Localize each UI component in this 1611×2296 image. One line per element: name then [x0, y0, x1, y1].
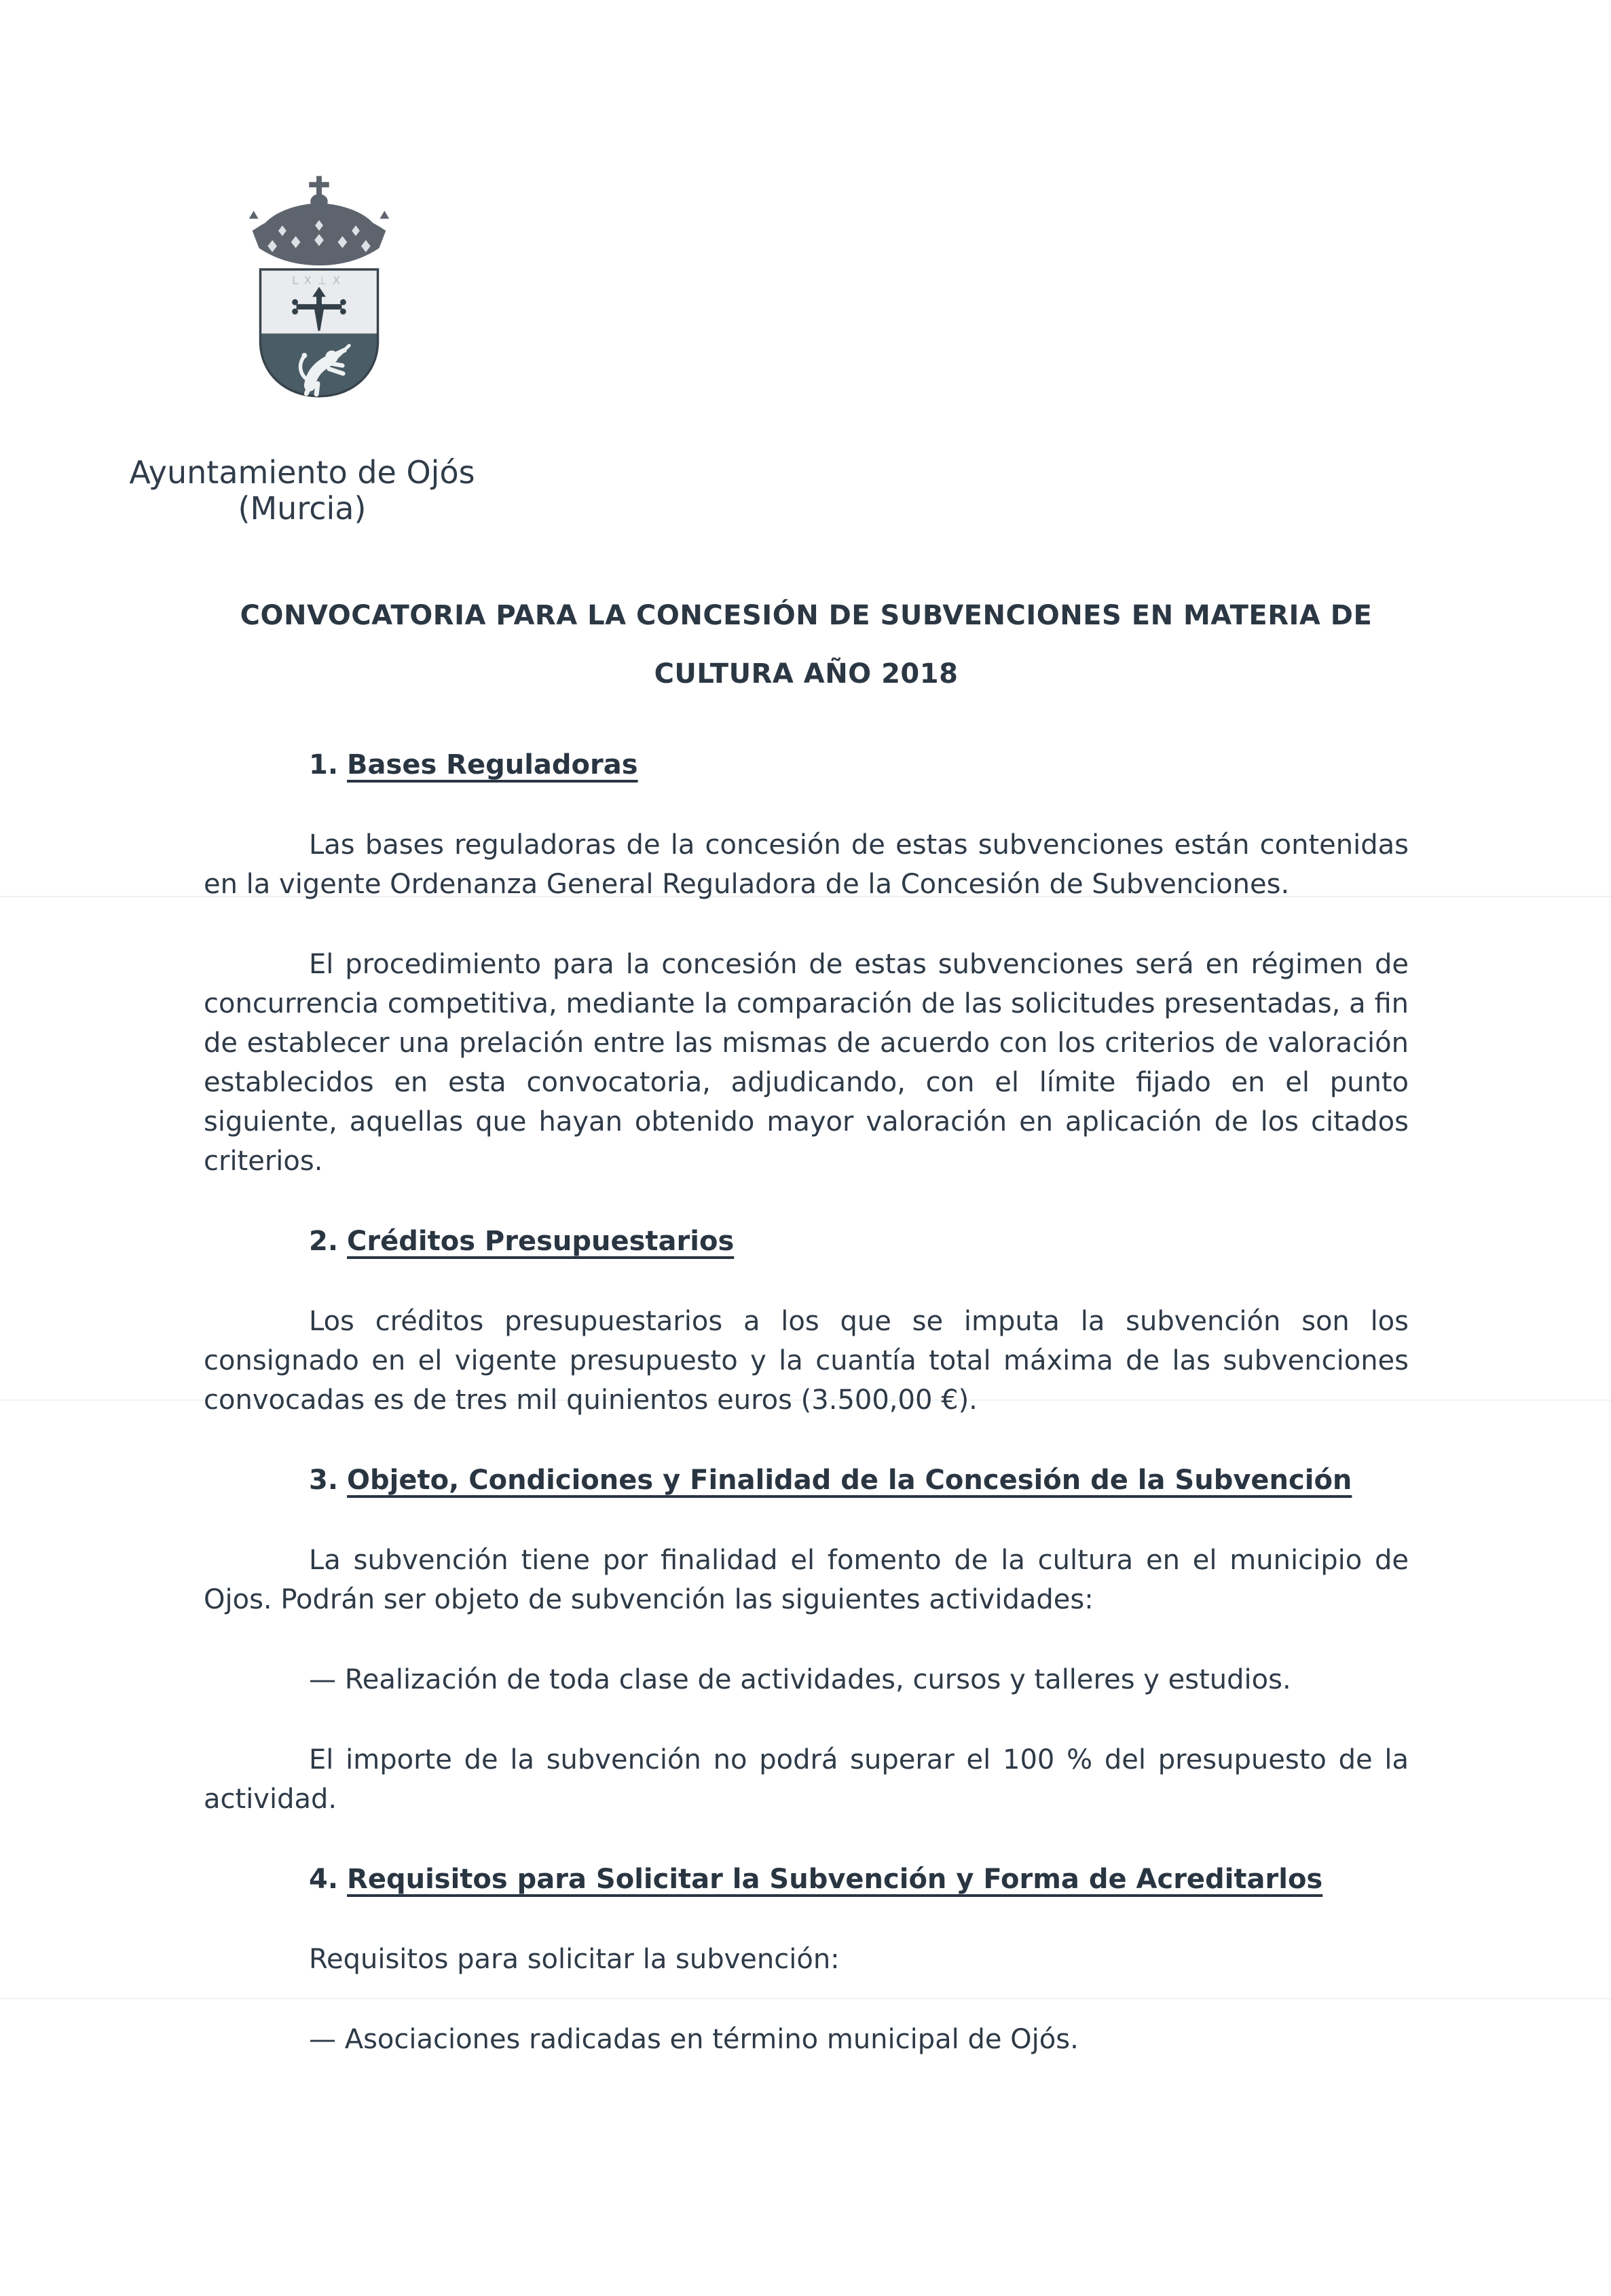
crown-icon [249, 176, 390, 265]
section-1-paragraph-1: Las bases reguladoras de la concesión de estas subvenciones están contenidas en la vigente Ordenanza General Reguladora de la Concesión de Subvenciones. [204, 829, 1409, 900]
section-1-number: 1. [309, 749, 339, 780]
org-region: (Murcia) [238, 490, 367, 527]
section-3-heading-text: Objeto, Condiciones y Finalidad de la Concesión de la Subvención [347, 1465, 1352, 1496]
section-1-paragraph-2: El procedimiento para la concesión de estas subvenciones será en régimen de concurrencia competitiva, mediante la comparación de las solicitudes presentadas, a fin de establecer una prelación entre las mismas de acuerdo con los criterios de valoración establecidos en esta convocatoria, adjudicando, con el límite fijado en el punto siguiente, aquellas que hayan obtenido mayor valoración en aplicación de los citados criterios. [204, 949, 1409, 1177]
section-3-closing-paragraph: El importe de la subvención no podrá superar el 100 % del presupuesto de la actividad. [204, 1744, 1409, 1815]
section-4-number: 4. [309, 1864, 339, 1895]
section-4-heading-text: Requisitos para Solicitar la Subvención y Forma de Acreditarlos [347, 1864, 1323, 1895]
section-2-number: 2. [309, 1226, 339, 1257]
document-body [204, 745, 1409, 2059]
section-3-heading [309, 1461, 1409, 1500]
section-1-heading [309, 745, 1409, 785]
bullet-item-asociaciones: — Asociaciones radicadas en término municipal de Ojós. [309, 2024, 1079, 2055]
section-3-number: 3. [309, 1465, 339, 1496]
org-name: Ayuntamiento de Ojós [129, 454, 475, 491]
org-block [98, 455, 506, 527]
section-2-paragraph-1: Los créditos presupuestarios a los que se imputa la subvención son los consignado en el vigente presupuesto y la cuantía total máxima de las subvenciones convocadas es de tres mil quinientos euros (3.500,00 €). [204, 1306, 1409, 1416]
section-2-heading-text: Créditos Presupuestarios [347, 1226, 735, 1257]
bullet-item-realizacion: — Realización de toda clase de actividades, cursos y talleres y estudios. [309, 1664, 1291, 1695]
section-4-intro-paragraph: Requisitos para solicitar la subvención: [309, 1944, 840, 1975]
shield-icon [260, 269, 377, 396]
section-3-intro-paragraph: La subvención tiene por finalidad el fomento de la cultura en el municipio de Ojos. Podrán ser objeto de subvención las siguientes actividades: [204, 1545, 1409, 1615]
section-4-heading [309, 1860, 1409, 1899]
document-title [204, 586, 1409, 703]
section-1-heading-text: Bases Reguladoras [347, 749, 638, 780]
municipal-crest-logo [239, 173, 399, 407]
document-title-line2: CULTURA AÑO 2018 [654, 658, 959, 690]
shield-marks: LX⊥X [292, 274, 346, 287]
document-title-line1: CONVOCATORIA PARA LA CONCESIÓN DE SUBVENCIONES EN MATERIA DE [240, 600, 1373, 631]
section-2-heading [309, 1222, 1409, 1261]
